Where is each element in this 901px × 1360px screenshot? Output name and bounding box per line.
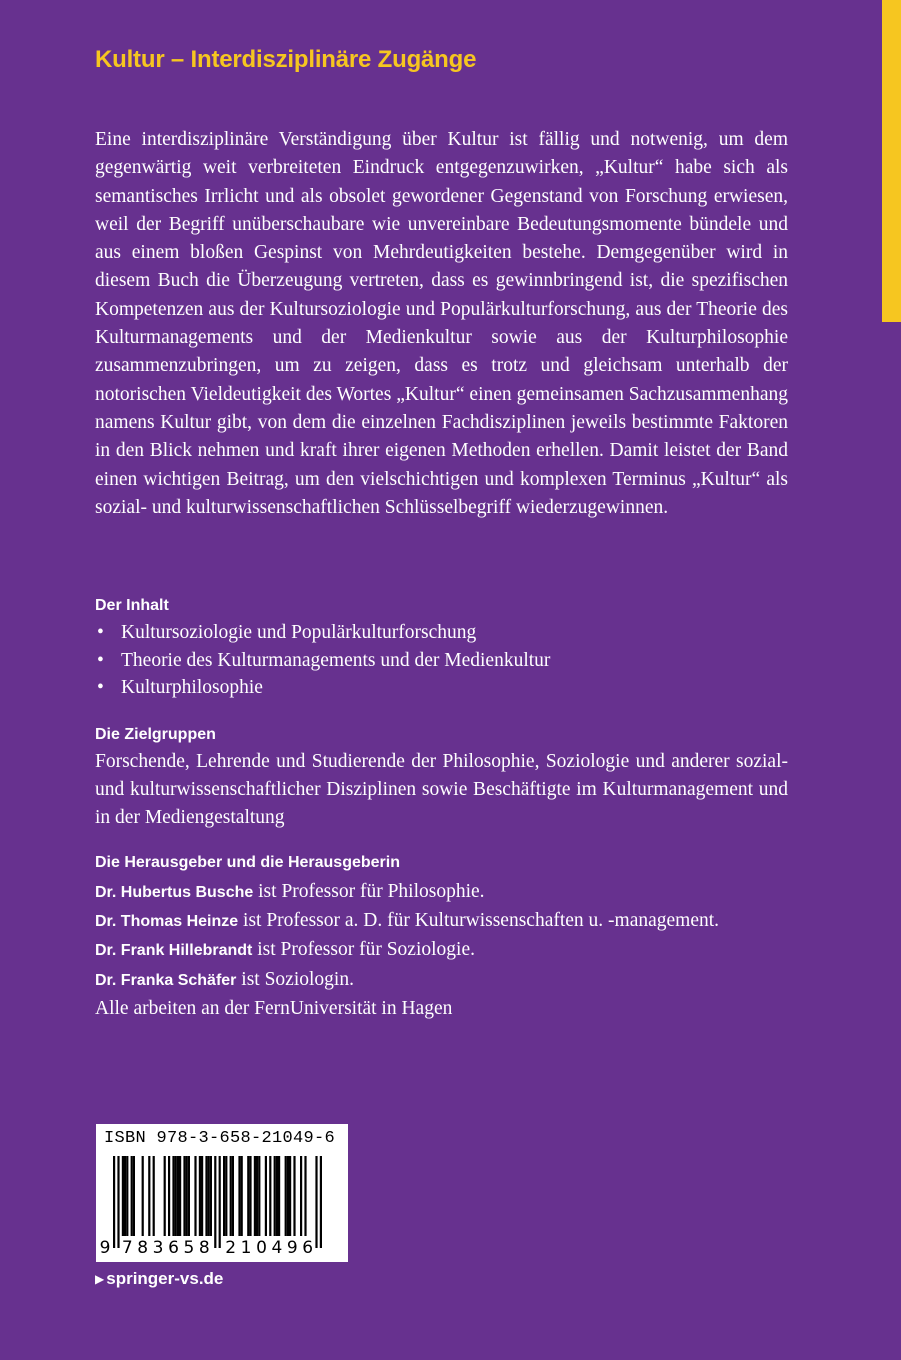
barcode-bar — [122, 1156, 124, 1236]
barcode-bar — [168, 1156, 170, 1236]
barcode-bar — [148, 1156, 150, 1236]
barcode-bar — [232, 1156, 234, 1236]
barcode-bar — [199, 1156, 201, 1236]
arrow-icon: ▶ — [95, 1272, 105, 1286]
bullet-icon: • — [97, 649, 104, 671]
barcode-bar — [205, 1156, 207, 1236]
barcode-bar — [247, 1156, 249, 1236]
audience-heading: Die Zielgruppen — [95, 726, 216, 743]
audience-text: Forschende, Lehrende und Studierende der Philosophie, Soziologie und anderer sozial- und kulturwissenschaftlicher Disziplinen sowie Beschäftigte im Kulturmanagement und in der Mediengestaltung — [95, 751, 788, 828]
editor-entry — [95, 936, 719, 965]
editors-note: Alle arbeiten an der FernUniversität in Hagen — [95, 997, 453, 1019]
barcode-bar — [164, 1156, 166, 1236]
editor-role: ist Soziologin. — [236, 968, 354, 990]
barcode-bar — [230, 1156, 232, 1236]
barcode-digit: 3 — [152, 1238, 164, 1258]
barcode-bar — [300, 1156, 302, 1236]
publisher-link[interactable] — [95, 1268, 223, 1290]
barcode-guard-bar — [214, 1156, 216, 1248]
barcode-guard-bar — [219, 1156, 221, 1248]
barcode-bar — [208, 1156, 210, 1236]
editor-entry — [95, 966, 719, 995]
barcode-bar — [223, 1156, 225, 1236]
barcode-bar — [258, 1156, 260, 1236]
barcode-guard-bar — [113, 1156, 115, 1248]
barcode-bar — [238, 1156, 240, 1236]
barcode-guard-bar — [315, 1156, 317, 1248]
barcode-guard-bar — [320, 1156, 322, 1248]
barcode-digit: 6 — [168, 1238, 179, 1258]
barcode-bar — [179, 1156, 181, 1236]
editor-role: ist Professor a. D. für Kulturwissenschaften u. -management. — [238, 910, 720, 932]
barcode-bar — [241, 1156, 243, 1236]
barcode-bar — [276, 1156, 278, 1236]
isbn-label: ISBN 978-3-658-21049-6 — [104, 1129, 336, 1148]
editor-name: Dr. Franka Schäfer — [95, 971, 237, 989]
series-title: Kultur – Interdisziplinäre Zugänge — [95, 46, 477, 73]
barcode-bar — [269, 1156, 271, 1236]
barcode-digit: 0 — [256, 1238, 267, 1258]
publisher-url: springer-vs.de — [106, 1269, 224, 1288]
editor-role: ist Professor für Philosophie. — [253, 881, 485, 902]
barcode-digit: 5 — [183, 1238, 195, 1258]
bullet-icon: • — [97, 622, 104, 643]
editor-name: Dr. Thomas Heinze — [95, 913, 239, 931]
barcode-bar — [210, 1156, 212, 1236]
barcode-bar — [177, 1156, 179, 1236]
editor-entry — [95, 878, 719, 907]
list-item: • Kultursoziologie und Populärkulturforschung — [95, 619, 550, 647]
barcode-digit: 8 — [137, 1238, 149, 1258]
barcode-bar — [153, 1156, 155, 1236]
barcode-bar — [131, 1156, 133, 1236]
contents-list — [95, 619, 550, 702]
barcode-bar — [175, 1156, 177, 1236]
barcode-bar — [201, 1156, 203, 1236]
barcode-bar — [254, 1156, 256, 1236]
barcode-bar — [249, 1156, 251, 1236]
editor-entry — [95, 907, 719, 936]
barcode-guard-bar — [117, 1156, 119, 1248]
editor-name: Dr. Hubertus Busche — [95, 884, 254, 901]
barcode-bar — [186, 1156, 188, 1236]
editors-heading: Die Herausgeber und die Herausgeberin — [95, 854, 400, 871]
barcode-bar — [124, 1156, 126, 1236]
barcode-digit: 1 — [240, 1238, 252, 1258]
barcode-bar — [194, 1156, 196, 1236]
barcode-bar — [133, 1156, 135, 1236]
barcode-bar — [304, 1156, 306, 1236]
barcode-bar — [285, 1156, 287, 1236]
barcode-box — [96, 1124, 348, 1262]
barcode-bar — [256, 1156, 258, 1236]
list-item: • Theorie des Kulturmanagements und der Medienkultur — [95, 647, 550, 675]
barcode-bar — [287, 1156, 289, 1236]
barcode-digit: 4 — [271, 1238, 283, 1258]
barcode-bar — [225, 1156, 227, 1236]
barcode-bar — [278, 1156, 280, 1236]
barcode — [96, 1154, 348, 1262]
barcode-bar — [274, 1156, 276, 1236]
barcode-digit: 8 — [198, 1238, 210, 1258]
editor-name: Dr. Frank Hillebrandt — [95, 942, 253, 960]
barcode-bar — [293, 1156, 295, 1236]
list-item: • Kulturphilosophie — [95, 674, 550, 702]
barcode-digit: 6 — [302, 1238, 314, 1258]
editor-role: ist Professor für Soziologie. — [252, 939, 475, 961]
accent-bar — [882, 0, 901, 322]
bullet-icon: • — [97, 677, 104, 698]
barcode-digit: 2 — [225, 1238, 237, 1258]
barcode-bar — [142, 1156, 144, 1236]
barcode-digit: 9 — [99, 1238, 111, 1258]
barcode-bar — [289, 1156, 291, 1236]
barcode-digit: 9 — [286, 1238, 298, 1258]
blurb-paragraph: Eine interdisziplinäre Verständigung über Kultur ist fällig und notwenig, um dem gegenwärtig weit verbreiteten Eindruck entgegenzuwirken, „Kultur“ habe sich als semantisches Irrlicht und als obsolet gewordener Gegenstand von Forschung erwiesen, weil der Begriff unüberschaubare wie unvereinbare Bedeutungsmomente bündele und aus einem bloßen Gespinst von Mehrdeutigkeiten bestehe. Demgegenüber wird in diesem Buch die Überzeugung vertreten, dass es gewinnbringend ist, die spezifischen Kompetenzen aus der Kultursoziologie und Populärkulturforschung, aus der Theorie des Kulturmanagements und der Medienkultur sowie aus der Kulturphilosophie zusammenzubringen, um zu zeigen, dass es trotz und gleichsam unterhalb der notorischen Vieldeutigkeit des Wortes „Kultur“ einen gemeinsamen Sachzusammenhang namens Kultur gibt, von dem die einzelnen Fachdisziplinen jeweils bestimmte Faktoren in den Blick nehmen und kraft ihrer eigenen Methoden erhellen. Damit leistet der Band einen wichtigen Beitrag, um den vielschichtigen und komplexen Terminus „Kultur“ als sozial- und kulturwissenschaftlichen Schlüsselbegriff wiederzugewinnen. — [95, 129, 788, 518]
contents-heading: Der Inhalt — [95, 597, 169, 614]
barcode-bar — [172, 1156, 174, 1236]
barcode-bar — [188, 1156, 190, 1236]
barcode-bar — [265, 1156, 267, 1236]
barcode-bar — [126, 1156, 128, 1236]
editors-list — [95, 878, 719, 1023]
barcode-bar — [183, 1156, 185, 1236]
barcode-digit: 7 — [121, 1238, 133, 1258]
